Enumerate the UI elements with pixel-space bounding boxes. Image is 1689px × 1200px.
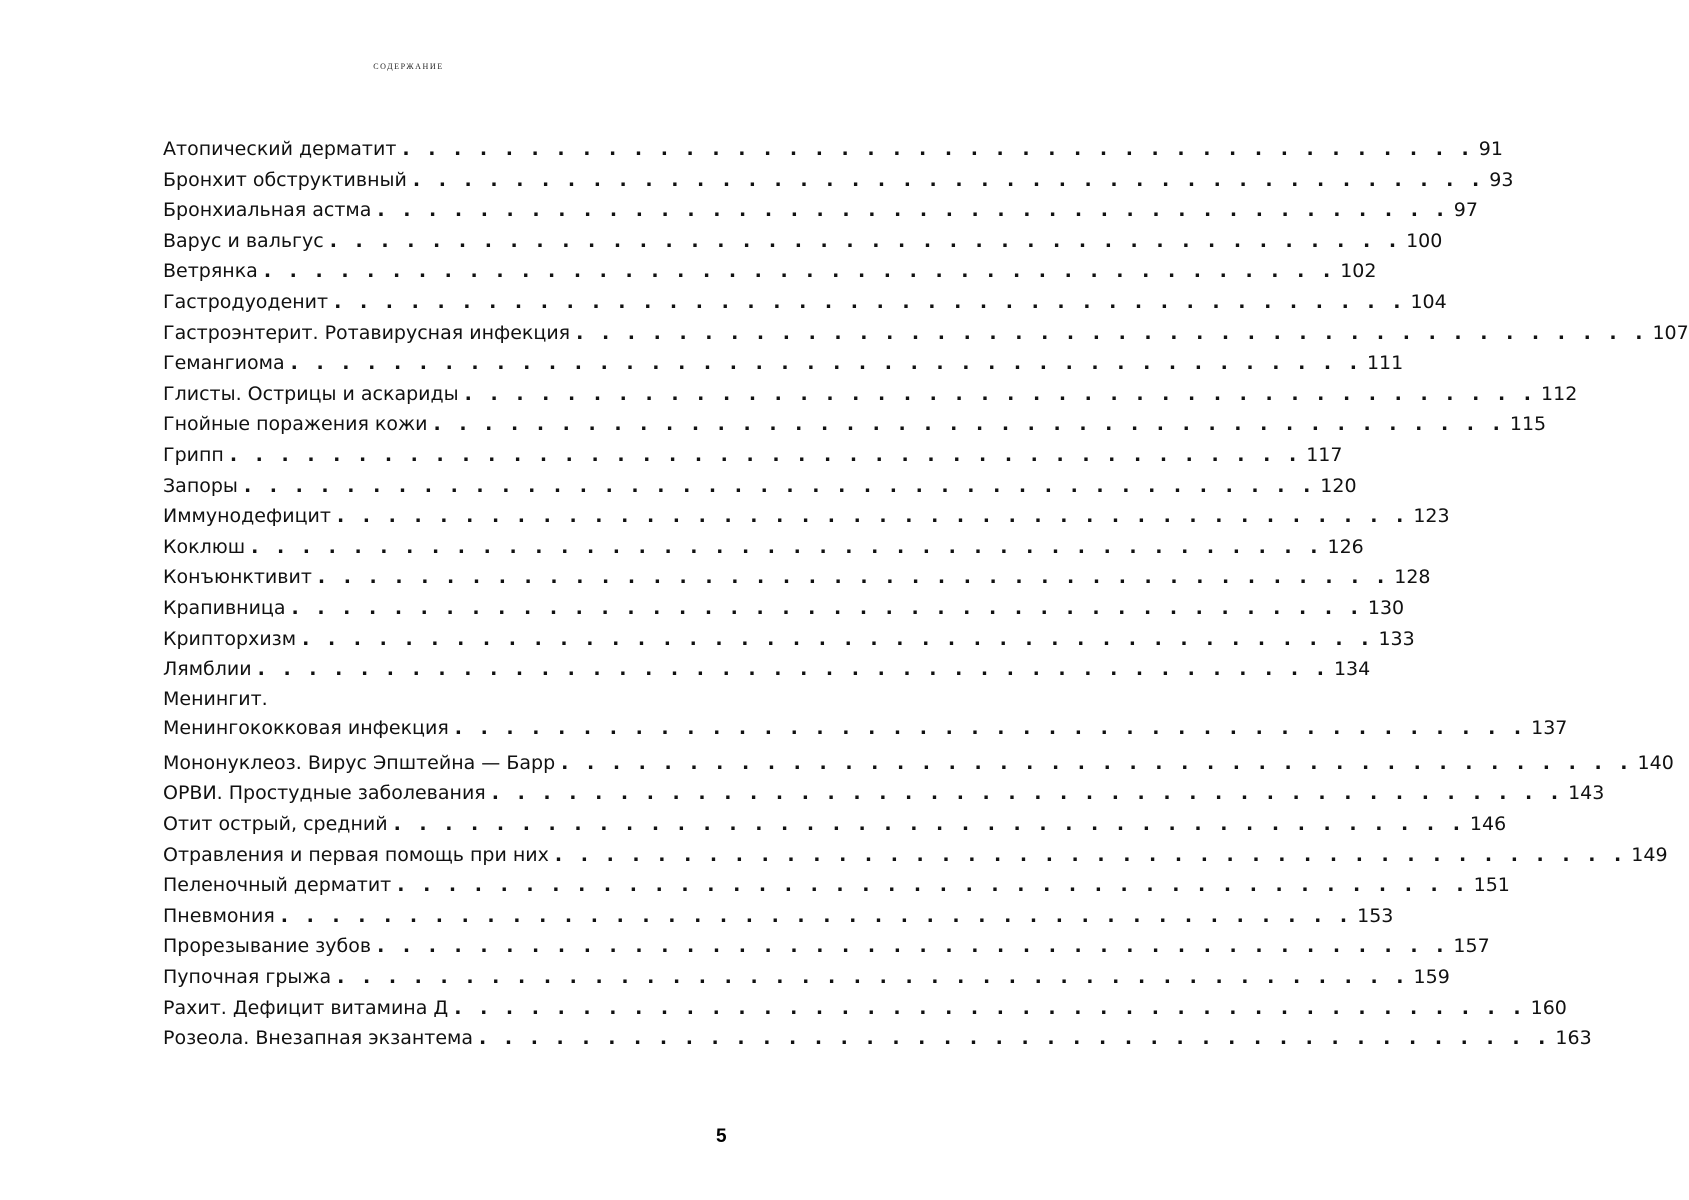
toc-entry-page: 107: [1652, 321, 1689, 344]
dot-leader: . . . . . . . . . . . . . . . . . . . . . . . . . . . . . . . . . . . . . . . . . .: [576, 321, 1649, 344]
toc-entry-title: ОРВИ. Простудные заболевания: [163, 782, 486, 805]
toc-entry[interactable]: [163, 931, 1490, 962]
toc-entry-page: 91: [1478, 138, 1503, 160]
toc-entry-page: 149: [1631, 843, 1668, 866]
dot-leader: . . . . . . . . . . . . . . . . . . . . . . . . . . . . . . . . . . . . . . . . . .: [393, 813, 1466, 836]
toc-entry[interactable]: [163, 624, 1415, 655]
toc-entry-page: 120: [1320, 474, 1357, 497]
toc-entry-page: 134: [1333, 658, 1371, 681]
dot-leader: . . . . . . . . . . . . . . . . . . . . . . . . . . . . . . . . . . . . . . . . . .: [554, 843, 1628, 866]
toc-entry-page: 126: [1327, 535, 1364, 558]
dot-leader: . . . . . . . . . . . . . . . . . . . . . . . . . . . . . . . . . . . . . . . . . .: [377, 935, 1450, 958]
toc-entry-title: Пневмония: [163, 904, 275, 927]
toc-entry-title: Бронхит обструктивный: [163, 168, 407, 191]
dot-leader: . . . . . . . . . . . . . . . . . . . . . . . . . . . . . . . . . . . . . . . . . .: [290, 352, 1363, 375]
toc-entry-title: Коклюш: [163, 535, 246, 558]
toc-entry-title: Ветрянка: [163, 260, 258, 283]
toc-entry-title: Пеленочный дерматит: [163, 874, 392, 897]
toc-entry-title-line-2: Менингококковая инфекция: [163, 716, 449, 739]
toc-entry-title: Отит острый, средний: [163, 813, 388, 836]
toc-entry[interactable]: [163, 993, 1567, 1024]
toc-entry-page: 160: [1530, 996, 1567, 1019]
dot-leader: . . . . . . . . . . . . . . . . . . . . . . . . . . . . . . . . . . . . . . . . . .: [251, 535, 1324, 558]
toc-entry-title: Лямблии: [163, 658, 252, 681]
toc-entry-title: Гнойные поражения кожи: [163, 413, 428, 436]
toc-entry-title: Пупочная грыжа: [163, 966, 332, 989]
dot-leader: . . . . . . . . . . . . . . . . . . . . . . . . . . . . . . . . . . . . . . . . . .: [336, 505, 1410, 528]
toc-entry[interactable]: [163, 748, 1674, 779]
dot-leader: . . . . . . . . . . . . . . . . . . . . . . . . . . . . . . . . . . . . . . . . . .: [243, 474, 1317, 497]
toc-entry-page: 128: [1394, 566, 1431, 589]
toc-entry-title: Конъюнктивит: [163, 566, 312, 589]
toc-entry-page: 115: [1509, 413, 1547, 436]
toc-entry[interactable]: [163, 409, 1547, 440]
dot-leader: . . . . . . . . . . . . . . . . . . . . . . . . . . . . . . . . . . . . . . . . . .: [454, 716, 1528, 739]
dot-leader: . . . . . . . . . . . . . . . . . . . . . . . . . . . . . . . . . . . . . . . . . .: [561, 751, 1634, 774]
toc-entry[interactable]: [163, 840, 1668, 871]
toc-entry-page: 111: [1366, 352, 1404, 375]
toc-entry[interactable]: [163, 440, 1343, 471]
toc-entry-title: Атопический дерматит: [163, 138, 397, 160]
toc-entry-page: 133: [1378, 627, 1415, 650]
toc-entry-page: 143: [1568, 782, 1605, 805]
toc-entry-title: Иммунодефицит: [163, 505, 331, 528]
dot-leader: . . . . . . . . . . . . . . . . . . . . . . . . . . . . . . . . . . . . . . . . . .: [402, 138, 1475, 160]
toc-entry[interactable]: [163, 195, 1478, 226]
dot-leader: . . . . . . . . . . . . . . . . . . . . . . . . . . . . . . . . . . . . . . . . . .: [280, 904, 1354, 927]
toc-entry-page: 130: [1367, 596, 1405, 619]
dot-leader: . . . . . . . . . . . . . . . . . . . . . . . . . . . . . . . . . . . . . . . . . .: [464, 382, 1538, 405]
toc-entry-page: 93: [1489, 168, 1514, 191]
toc-entry-page: 153: [1357, 904, 1394, 927]
toc-entry[interactable]: [163, 901, 1394, 932]
toc-entry-page: 117: [1306, 443, 1343, 466]
toc-entry-page: 163: [1555, 1027, 1592, 1050]
toc-entry-page: 97: [1453, 199, 1478, 222]
toc-entry-title: Менингит.: [163, 687, 268, 710]
toc-entry-page: 123: [1413, 505, 1450, 528]
dot-leader: . . . . . . . . . . . . . . . . . . . . . . . . . . . . . . . . . . . . . . . . . .: [257, 658, 1330, 681]
dot-leader: . . . . . . . . . . . . . . . . . . . . . . . . . . . . . . . . . . . . . . . . . .: [397, 874, 1470, 897]
toc-entry-page: 159: [1413, 966, 1450, 989]
toc-entry[interactable]: [163, 654, 1371, 685]
toc-entry[interactable]: [163, 287, 1447, 318]
toc-entry-title: Гемангиома: [163, 352, 285, 375]
toc-entry[interactable]: [163, 226, 1443, 257]
toc-entry-title: Бронхиальная астма: [163, 199, 372, 222]
toc-entry[interactable]: [163, 870, 1510, 901]
toc-entry-page: 102: [1340, 260, 1377, 283]
dot-leader: . . . . . . . . . . . . . . . . . . . . . . . . . . . . . . . . . . . . . . . . . .: [263, 260, 1337, 283]
dot-leader: . . . . . . . . . . . . . . . . . . . . . . . . . . . . . . . . . . . . . . . . . .: [291, 596, 1364, 619]
toc-entry[interactable]: [163, 562, 1431, 593]
toc-entry-title: Крапивница: [163, 596, 286, 619]
dot-leader: . . . . . . . . . . . . . . . . . . . . . . . . . . . . . . . . . . . . . . . . . .: [229, 443, 1303, 466]
toc-entry[interactable]: [163, 532, 1364, 563]
toc-entry-page: 146: [1469, 813, 1507, 836]
toc-entry-page: 100: [1406, 229, 1443, 252]
toc-entry-page: 151: [1473, 874, 1510, 897]
toc-entry[interactable]: [163, 134, 1503, 165]
toc-entry[interactable]: [163, 687, 1568, 748]
toc-entry[interactable]: [163, 962, 1450, 993]
toc-entry-title: Запоры: [163, 474, 238, 497]
toc-entry[interactable]: [163, 809, 1507, 840]
dot-leader: . . . . . . . . . . . . . . . . . . . . . . . . . . . . . . . . . . . . . . . . . .: [412, 168, 1486, 191]
dot-leader: . . . . . . . . . . . . . . . . . . . . . . . . . . . . . . . . . . . . . . . . . .: [334, 290, 1407, 313]
toc-entry-title: Отравления и первая помощь при них: [163, 843, 549, 866]
dot-leader: . . . . . . . . . . . . . . . . . . . . . . . . . . . . . . . . . . . . . . . . . .: [317, 566, 1391, 589]
toc-entry[interactable]: [163, 348, 1404, 379]
toc-entry[interactable]: [163, 1023, 1592, 1054]
toc-entry-title: Глисты. Острицы и аскариды: [163, 382, 459, 405]
toc-entry[interactable]: [163, 593, 1405, 624]
toc-entry-page: 104: [1410, 290, 1447, 313]
toc-entry-page: 140: [1637, 751, 1674, 774]
dot-leader: . . . . . . . . . . . . . . . . . . . . . . . . . . . . . . . . . . . . . . . . . .: [302, 627, 1375, 650]
toc-entry[interactable]: [163, 778, 1605, 809]
toc-entry-page: 137: [1531, 716, 1568, 739]
running-head: содержание: [373, 58, 444, 72]
toc-entry-page: 157: [1453, 935, 1490, 958]
toc-entry-continuation: [163, 711, 1568, 746]
toc-entry-title: Розеола. Внезапная экзантема: [163, 1027, 474, 1050]
page-number: 5: [716, 1126, 727, 1147]
toc-entry[interactable]: [163, 471, 1357, 502]
dot-leader: . . . . . . . . . . . . . . . . . . . . . . . . . . . . . . . . . . . . . . . . . .: [329, 229, 1403, 252]
dot-leader: . . . . . . . . . . . . . . . . . . . . . . . . . . . . . . . . . . . . . . . . . .: [479, 1027, 1552, 1050]
toc-entry-title: Рахит. Дефицит витамина Д: [163, 996, 449, 1019]
toc-entry-title: Крипторхизм: [163, 627, 297, 650]
toc-entry[interactable]: [163, 501, 1450, 532]
toc-entry[interactable]: [163, 165, 1514, 196]
table-of-contents: [163, 134, 1689, 1054]
toc-entry-title: Гастродуоденит: [163, 290, 329, 313]
toc-entry[interactable]: [163, 318, 1689, 349]
toc-entry[interactable]: [163, 379, 1578, 410]
dot-leader: . . . . . . . . . . . . . . . . . . . . . . . . . . . . . . . . . . . . . . . . . .: [377, 199, 1450, 222]
dot-leader: . . . . . . . . . . . . . . . . . . . . . . . . . . . . . . . . . . . . . . . . . .: [433, 413, 1506, 436]
toc-entry-page: 112: [1541, 382, 1578, 405]
dot-leader: . . . . . . . . . . . . . . . . . . . . . . . . . . . . . . . . . . . . . . . . . .: [337, 966, 1410, 989]
toc-entry[interactable]: [163, 256, 1377, 287]
toc-entry-title: Прорезывание зубов: [163, 935, 372, 958]
toc-entry-title: Мононуклеоз. Вирус Эпштейна — Барр: [163, 751, 556, 774]
dot-leader: . . . . . . . . . . . . . . . . . . . . . . . . . . . . . . . . . . . . . . . . . .: [454, 996, 1527, 1019]
toc-entry-title: Грипп: [163, 443, 224, 466]
toc-entry-title: Гастроэнтерит. Ротавирусная инфекция: [163, 321, 571, 344]
dot-leader: . . . . . . . . . . . . . . . . . . . . . . . . . . . . . . . . . . . . . . . . . .: [491, 782, 1565, 805]
toc-entry-title: Варус и вальгус: [163, 229, 324, 252]
